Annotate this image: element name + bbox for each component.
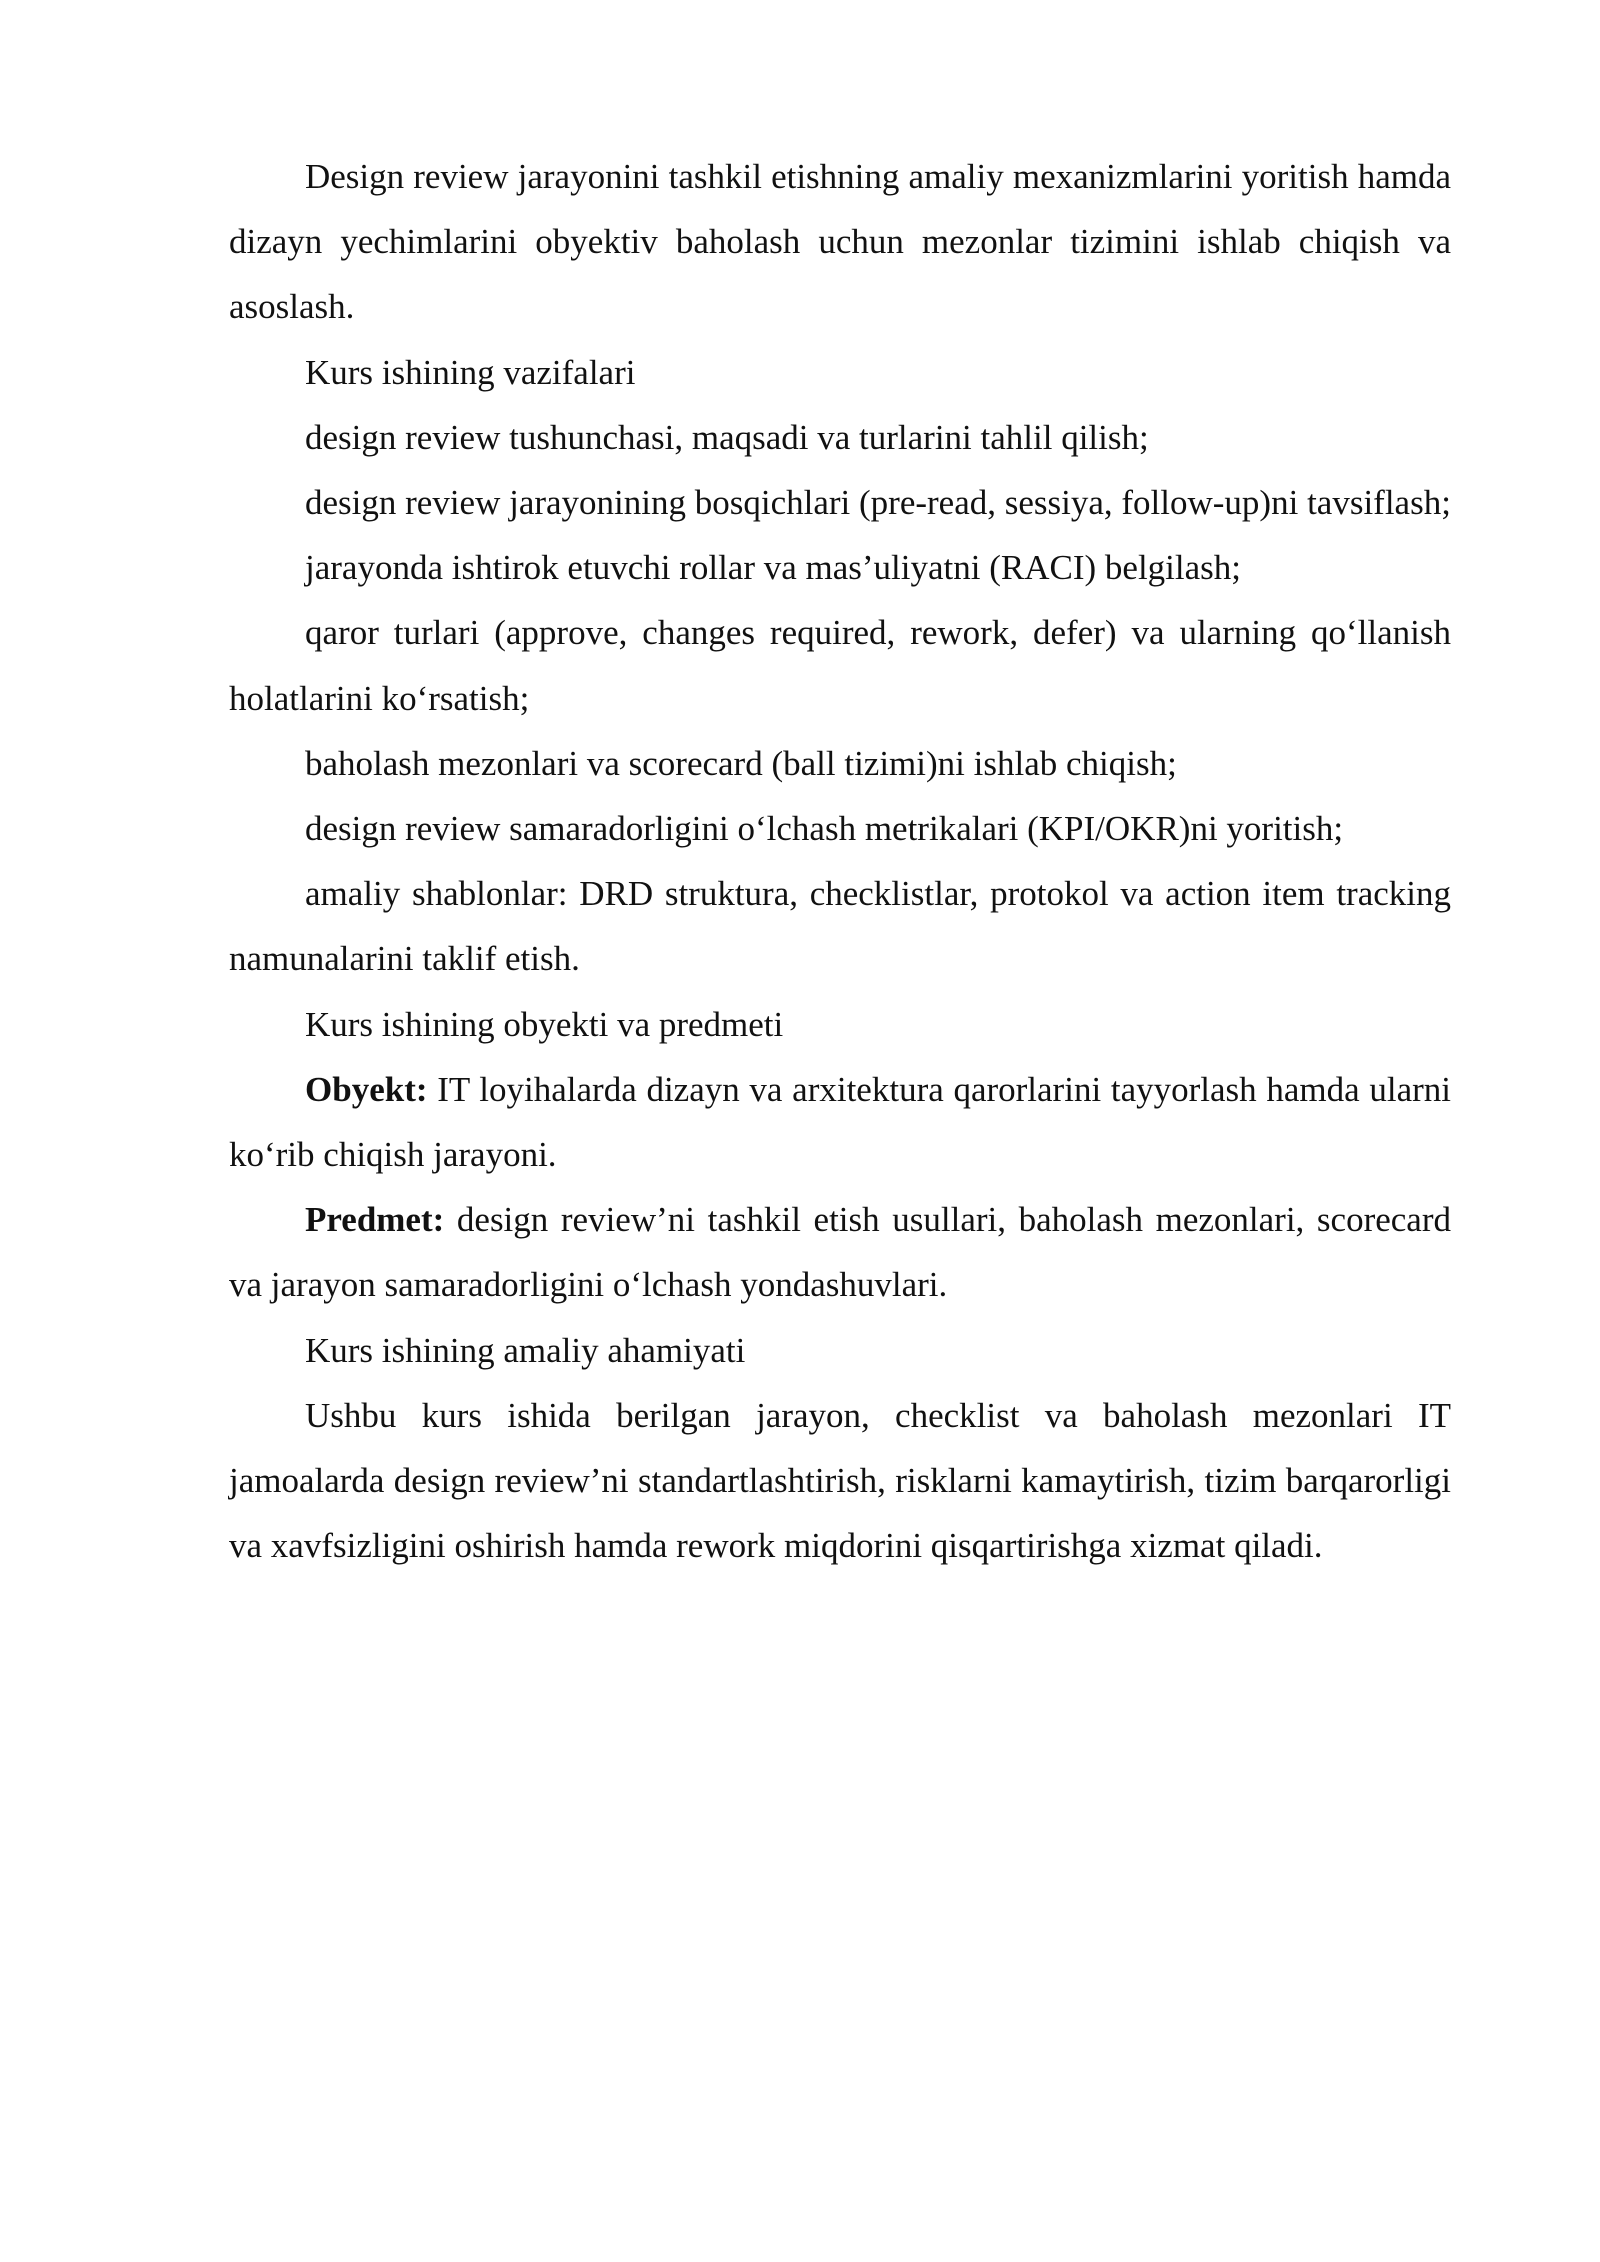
object-label: Obyekt: bbox=[305, 1069, 428, 1109]
tasks-heading: Kurs ishining vazifalari bbox=[305, 352, 636, 392]
subject-paragraph bbox=[229, 1187, 1451, 1317]
task-item: amaliy shablonlar: DRD struktura, checklistlar, protokol va action item tracking namunalarini taklif etish. bbox=[229, 874, 1451, 979]
task-item: qaror turlari (approve, changes required, rework, defer) va ularning qo‘llanish holatlarini ko‘rsatish; bbox=[229, 613, 1451, 718]
task-item: design review jarayonining bosqichlari (pre-read, sessiya, follow-up)ni tavsiflash; bbox=[305, 483, 1451, 523]
document-body bbox=[229, 144, 1451, 1578]
task-item: design review tushunchasi, maqsadi va turlarini tahlil qilish; bbox=[305, 417, 1149, 457]
subject-label: Predmet: bbox=[305, 1200, 445, 1240]
object-text: IT loyihalarda dizayn va arxitektura qarorlarini tayyorlash hamda ularni ko‘rib chiqish jarayoni. bbox=[229, 1069, 1451, 1175]
subject-text: design review’ni tashkil etish usullari, baholash mezonlari, scorecard va jarayon samaradorligini o‘lchash yondashuvlari. bbox=[229, 1200, 1451, 1305]
intro-paragraph: Design review jarayonini tashkil etishning amaliy mexanizmlarini yoritish hamda dizayn yechimlarini obyektiv baholash uchun mezonlar tizimini ishlab chiqish va asoslash. bbox=[229, 157, 1451, 327]
task-item: design review samaradorligini o‘lchash metrikalari (KPI/OKR)ni yoritish; bbox=[305, 809, 1344, 849]
object-paragraph bbox=[229, 1057, 1451, 1187]
task-item: jarayonda ishtirok etuvchi rollar va mas’uliyatni (RACI) belgilash; bbox=[305, 548, 1242, 588]
task-item: baholash mezonlari va scorecard (ball tizimi)ni ishlab chiqish; bbox=[305, 743, 1177, 783]
object-subject-heading: Kurs ishining obyekti va predmeti bbox=[305, 1004, 784, 1044]
significance-heading: Kurs ishining amaliy ahamiyati bbox=[305, 1330, 746, 1370]
significance-paragraph: Ushbu kurs ishida berilgan jarayon, checklist va baholash mezonlari IT jamoalarda design review’ni standartlashtirish, risklarni kamaytirish, tizim barqarorligi va xavfsizligini oshirish hamda rework miqdorini qisqartirishga xizmat qiladi. bbox=[229, 1395, 1451, 1566]
